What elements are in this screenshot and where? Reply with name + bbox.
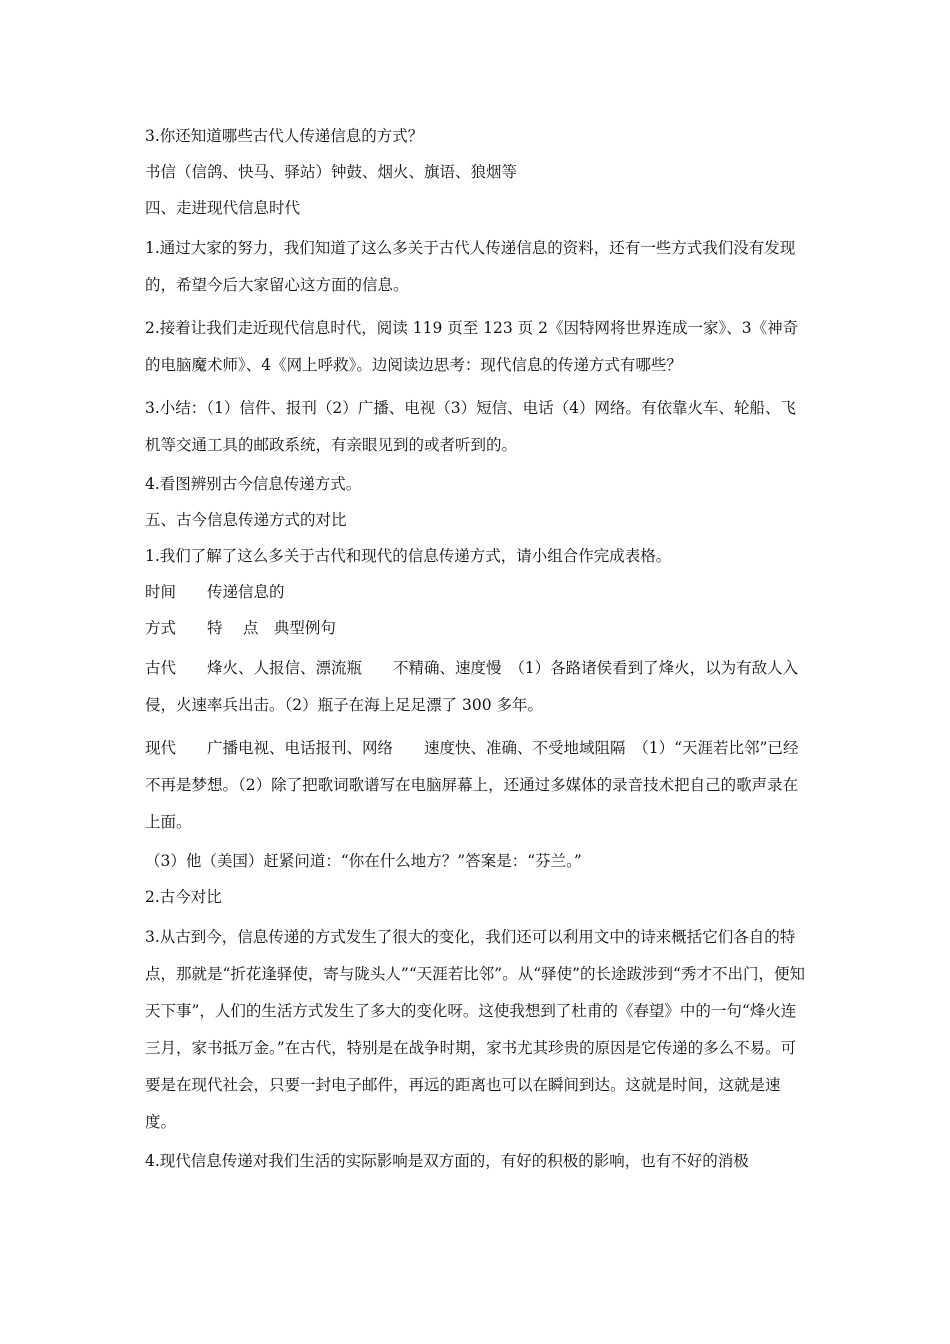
paragraph: 3.你还知道哪些古代人传递信息的方式？ xyxy=(145,127,424,145)
table-row: 现代 广播电视、电话报刊、网络 速度快、准确、不受地域阻隔 （1）“天涯若比邻”已经不再是梦想。（2）除了把歌词歌谱写在电脑屏幕上，还通过多媒体的录音技术把自己的歌声录在上面。 xyxy=(145,739,799,831)
paragraph: 2.接着让我们走近现代信息时代，阅读 119 页至 123 页 2《因特网将世界连成一家》、3《神奇的电脑魔术师》、4《网上呼救》。边阅读边思考：现代信息的传递方式有哪些？ xyxy=(145,319,799,374)
document-body xyxy=(145,122,810,1183)
table-header-row: 方式 特 点 典型例句 xyxy=(145,619,336,637)
paragraph: 2.古今对比 xyxy=(145,888,222,906)
paragraph: 3.从古到今，信息传递的方式发生了很大的变化，我们还可以利用文中的诗来概括它们各自的特点，那就是“折花逢驿使，寄与陇头人”“天涯若比邻”。从“驿使”的长途跋涉到“秀才不出门，便知天下事”，人们的生活方式发生了多大的变化呀。这使我想到了杜甫的《春望》中的一句“烽火连三月，家书抵万金。”在古代，特别是在战争时期，家书尤其珍贵的原因是它传递的多么不易。可要是在现代社会，只要一封电子邮件，再远的距离也可以在瞬间到达。这就是时间，这就是速度。 xyxy=(145,928,805,1131)
section-heading: 五、古今信息传递方式的对比 xyxy=(145,511,347,529)
paragraph: 4.看图辨别古今信息传递方式。 xyxy=(145,475,362,493)
table-row: 古代 烽火、人报信、漂流瓶 不精确、速度慢 （1）各路诸侯看到了烽火，以为有敌人入侵，火速率兵出击。（2）瓶子在海上足足漂了 300 多年。 xyxy=(145,659,799,714)
table-header-row: 时间 传递信息的 xyxy=(145,583,285,601)
paragraph: 书信（信鸽、快马、驿站）钟鼓、烟火、旗语、狼烟等 xyxy=(145,163,518,181)
paragraph: 1.我们了解了这么多关于古代和现代的信息传递方式，请小组合作完成表格。 xyxy=(145,547,672,565)
section-heading: 四、走进现代信息时代 xyxy=(145,199,301,217)
paragraph: （3）他（美国）赶紧问道：“你在什么地方？”答案是：“芬兰。” xyxy=(145,852,582,870)
paragraph: 3.小结：（1）信件、报刊（2）广播、电视（3）短信、电话（4）网络。有依靠火车、轮船、飞机等交通工具的邮政系统，有亲眼见到的或者听到的。 xyxy=(145,399,796,454)
paragraph: 1.通过大家的努力，我们知道了这么多关于古代人传递信息的资料，还有一些方式我们没有发现的，希望今后大家留心这方面的信息。 xyxy=(145,239,796,294)
paragraph: 4.现代信息传递对我们生活的实际影响是双方面的，有好的积极的影响，也有不好的消极 xyxy=(145,1152,749,1170)
